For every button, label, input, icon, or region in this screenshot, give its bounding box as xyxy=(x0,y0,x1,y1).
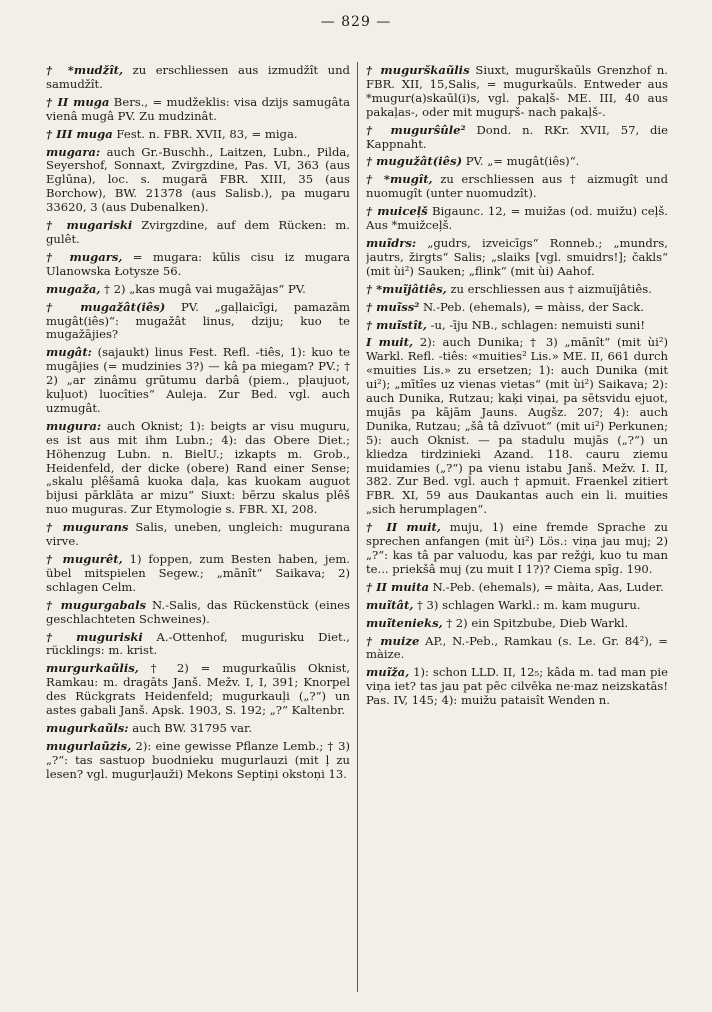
dictionary-entry xyxy=(366,64,668,120)
entry-definition: Dond. n. RKr. XVII, 57, die Kappnaht. xyxy=(366,122,668,151)
entry-headword: mugara: xyxy=(46,144,101,159)
entry-definition: N.-Peb. (ehemals), = màiss, der Sack. xyxy=(419,299,644,314)
entry-definition: † 2) „kas mugâ vai mugažājas“ PV. xyxy=(100,281,306,296)
dictionary-entry xyxy=(46,346,350,416)
dictionary-entry xyxy=(366,205,668,233)
entry-headword: † mugurŝûle² xyxy=(366,122,466,137)
entry-definition: Fest. n. FBR. XVII, 83, = miga. xyxy=(112,126,298,141)
entry-headword: † *mudžît, xyxy=(46,64,124,77)
entry-definition: auch Oknist; 1): beigts ar visu muguru, es ist aus mit ihm Lubn.; 4): das Obere Diet.; Höhenzug Lubn. n. BielU.; izkapts m. Grob., Heidenfeld, der dicke (obere) Rand einer Sense; „skalu plêšamâ kuoka daļa, kas kuokam auguot bijusi pārklāta ar mizu“ Siuxt: bērzu skalus plêš nuo muguras. Zur Etymologie s. FBR. XI, 208. xyxy=(46,418,350,517)
entry-headword: † muiceļš xyxy=(366,204,428,219)
entry-headword: I muit, xyxy=(366,335,414,350)
dictionary-entry xyxy=(366,124,668,152)
entry-definition: PV. „gaļlaicīgi, pamazām mugât(iês)“: mugažât linus, dziju; kuo te mugažājies? xyxy=(46,299,350,342)
entry-headword: † III muga xyxy=(46,126,113,141)
entry-headword: muĩtenieks, xyxy=(366,615,443,630)
entry-headword: † muĩss² xyxy=(366,299,420,314)
dictionary-entry xyxy=(46,740,350,782)
entry-definition: Zvirgzdine, auf dem Rücken: m. gulêt. xyxy=(46,218,350,246)
entry-definition: muju, 1) eine fremde Sprache zu sprechen anfangen (mit ùi²) Lös.: viņa jau muj; 2) „?“: kas tâ par valuodu, kas par režģi, kuo tu man te... priekšâ muj (zu muit I 1?)? Ciema spīg. 190. xyxy=(366,520,668,576)
entry-headword: † muĩstît, xyxy=(366,317,427,332)
dictionary-entry xyxy=(46,301,350,343)
dictionary-entry xyxy=(366,617,668,631)
entry-headword: † II muit, xyxy=(366,520,441,535)
entry-headword: † *mugît, xyxy=(366,172,433,187)
entry-headword: muĩža, xyxy=(366,665,410,680)
dictionary-entry xyxy=(46,722,350,736)
entry-headword: mugât: xyxy=(46,345,92,360)
entry-definition: Siuxt, mugurškaūls Grenzhof n. FBR. XII, 15,Salis, = mugurkaūls. Entweder aus *mugur(a)skaūl(i)s, vgl. pakaļš- ME. III, 40 aus pakaļas-, oder mit muguŗš- nach pakaļš-. xyxy=(366,64,668,119)
entry-definition: N.-Salis, das Rückenstück (eines geschlachteten Schweines). xyxy=(46,597,350,626)
dictionary-entry xyxy=(46,219,350,247)
entry-definition: 2): eine gewisse Pflanze Lemb.; † 3) „?“: tas sastuop buodnieku mugurlauzi (mit ļ zu lesen? vgl. mugurļauži) Mekons Septiņi okstoņi 13. xyxy=(46,738,350,781)
left-column xyxy=(46,64,350,986)
dictionary-entry xyxy=(46,662,350,718)
dictionary-entry xyxy=(46,146,350,216)
dictionary-entry xyxy=(366,319,668,333)
dictionary-entry xyxy=(366,173,668,201)
dictionary-entry xyxy=(46,96,350,124)
entry-definition: AP., N.-Peb., Ramkau (s. Le. Gr. 84²), = màize. xyxy=(366,633,668,662)
entry-headword: mugaža, xyxy=(46,281,101,296)
dictionary-entry xyxy=(366,301,668,315)
entry-definition: 1) foppen, zum Besten haben, jem. übel mitspielen Segew.; „mānît“ Saikava; 2) schlagen Celm. xyxy=(46,552,350,594)
entry-definition: PV. „= mugât(iês)“. xyxy=(462,154,580,169)
dictionary-entry xyxy=(366,237,668,279)
entry-definition: zu erschliessen aus † aizmuĩjâtiês. xyxy=(446,281,652,296)
entry-headword: † mugužât(iês) xyxy=(366,154,463,169)
right-column xyxy=(366,64,668,986)
dictionary-entry xyxy=(366,521,668,577)
entry-headword: † *muĩjâtiês, xyxy=(366,281,447,296)
entry-definition: = mugara: kūlis cisu iz mugara Ulanowska Łotysze 56. xyxy=(46,249,350,278)
dictionary-entry xyxy=(46,283,350,297)
entry-definition: † 2) ein Spitzbube, Dieb Warkl. xyxy=(442,615,629,630)
page-number: — 829 — xyxy=(320,14,392,30)
entry-headword: murgurkaũlis, xyxy=(46,661,139,676)
dictionary-entry xyxy=(46,251,350,279)
entry-headword: † II muita xyxy=(366,579,429,594)
entry-headword: mugurlaũzis, xyxy=(46,738,132,753)
dictionary-entry xyxy=(366,283,668,297)
entry-headword: † mugurêt, xyxy=(46,552,123,566)
entry-definition: † 3) schlagen Warkl.: m. kam muguru. xyxy=(413,597,641,612)
dictionary-entry xyxy=(46,631,350,659)
entry-definition: auch BW. 31795 var. xyxy=(128,720,253,735)
entry-definition: N.-Peb. (ehemals), = màita, Aas, Luder. xyxy=(428,579,664,594)
entry-headword: † II muga xyxy=(46,94,110,109)
entry-definition: Bers., = mudžeklis: visa dzijs samugâta vienâ mugâ PV. Zu mudzinât. xyxy=(46,94,350,123)
dictionary-entry xyxy=(46,521,350,549)
entry-definition: „gudrs, izveicīgs“ Ronneb.; „mundrs, jautrs, žirgts“ Salis; „slaiks [vgl. smuidrs!]; čakls“ (mit ùi²) Sauken; „flink“ (mit ùi) Aahof. xyxy=(366,235,668,278)
entry-definition: zu erschliessen aus izmudžît und samudžît. xyxy=(46,64,350,91)
entry-definition: auch Gr.-Buschh., Laitzen, Lubn., Pilda, Seyershof, Sonnaxt, Zvirgzdine, Pas. VI, 363 (aus Eglūna), loc. s. mugarā FBR. XIII, 35 (aus Borchow), BW. 21378 (aus Salisb.), pa mugaru 33620, 3 (aus Dubenalken). xyxy=(46,144,350,215)
entry-definition: Salis, uneben, ungleich: mugurana virve. xyxy=(46,520,350,549)
dictionary-entry xyxy=(366,599,668,613)
column-divider xyxy=(357,62,358,992)
entry-headword: † muguriski xyxy=(46,629,143,644)
entry-headword: † mugažât(iês) xyxy=(46,299,166,314)
entry-headword: † muize xyxy=(366,633,420,648)
entry-definition: (sajaukt) linus Fest. Refl. -tiês, 1): kuo te mugājies (= mudzinies 3?) — kâ pa miegam? PV.; † 2) „ar zinâmu grūtumu darbâ (piem., pļaujuot, kuļuot) luocîties“ Auleja. Zur Bed. vgl. auch uzmugât. xyxy=(46,345,350,415)
entry-headword: † mugurans xyxy=(46,520,129,535)
dictionary-entry xyxy=(366,666,668,708)
entry-definition: † 2) = mugurkaūlis Oknist, Ramkau: m. dragāts Janš. Mežv. I, I, 391; Knorpel des Rückgrats Heidenfeld; mugurkauļi („?“) un astes gabali Janš. Apsk. 1903, S. 192; „?“ Kaltenbr. xyxy=(46,661,350,718)
entry-definition: A.-Ottenhof, mugurisku Diet., rücklings: m. krist. xyxy=(46,629,350,658)
entry-definition: Bigaunc. 12, = muižas (od. muižu) ceļš. Aus *muižceļš. xyxy=(366,204,668,233)
dictionary-entry xyxy=(366,336,668,517)
entry-headword: † mugars, xyxy=(46,249,123,264)
entry-headword: muĩtât, xyxy=(366,597,414,612)
entry-definition: zu erschliessen aus † aizmugît und nuomugît (unter nuomudzît). xyxy=(366,172,668,201)
entry-definition: 2): auch Dunika; † 3) „mānît“ (mit ùi²) Warkl. Refl. -tiês: «muities² Lis.» ME. II, 661 durch «muities Lis.» zu ersetzen; 1): auch Dunika (mit ui²); „mītîes uz vienas vietas“ (mit ùi²) Saikava; 2): auch Dunika, Rutzau; kaķi viņai, pa sētsvidu ejuot, mujās pa kājām Jauns. Augšz. 207; 4): auch Dunika, Rutzau; „šâ tâ dzīvuot“ (mit ui²) Perkunen; 5): auch Oknist. — pa stadulu mujās („?“) un kliedza tirdzinieki Azand. 118. cauru ziemu muidamies („?“) pa vienu istabu Janš. Mežv. I. II, 382. Zur Bed. vgl. auch † apmuit. Fraenkel zitiert FBR. XI, 59 aus Daukantas auch ein li. muities „sich herumplagen“. xyxy=(366,335,668,517)
dictionary-entry xyxy=(366,635,668,663)
entry-definition: 1): schon LLD. II, 12₅; kâda m. tad man pie viņa iet? tas jau pat pēc cilvēka ne·maz neizskatās! Pas. IV, 145; 4): muižu pataisît Wenden n. xyxy=(366,665,668,708)
entry-headword: mugurkaũls: xyxy=(46,720,129,735)
dictionary-entry xyxy=(46,64,350,92)
dictionary-entry xyxy=(366,155,668,169)
entry-headword: mugura: xyxy=(46,418,102,433)
dictionary-entry xyxy=(366,581,668,595)
entry-headword: † mugariski xyxy=(46,218,133,233)
entry-headword: † mugurgabals xyxy=(46,597,147,612)
dictionary-entry xyxy=(46,553,350,595)
dictionary-entry xyxy=(46,420,350,517)
entry-definition: -u, -īju NB., schlagen: nemuisti suni! xyxy=(426,317,646,332)
entry-headword: † mugurškaũlis xyxy=(366,64,470,77)
dictionary-entry xyxy=(46,599,350,627)
entry-headword: muĩdrs: xyxy=(366,235,417,250)
dictionary-entry xyxy=(46,128,350,142)
